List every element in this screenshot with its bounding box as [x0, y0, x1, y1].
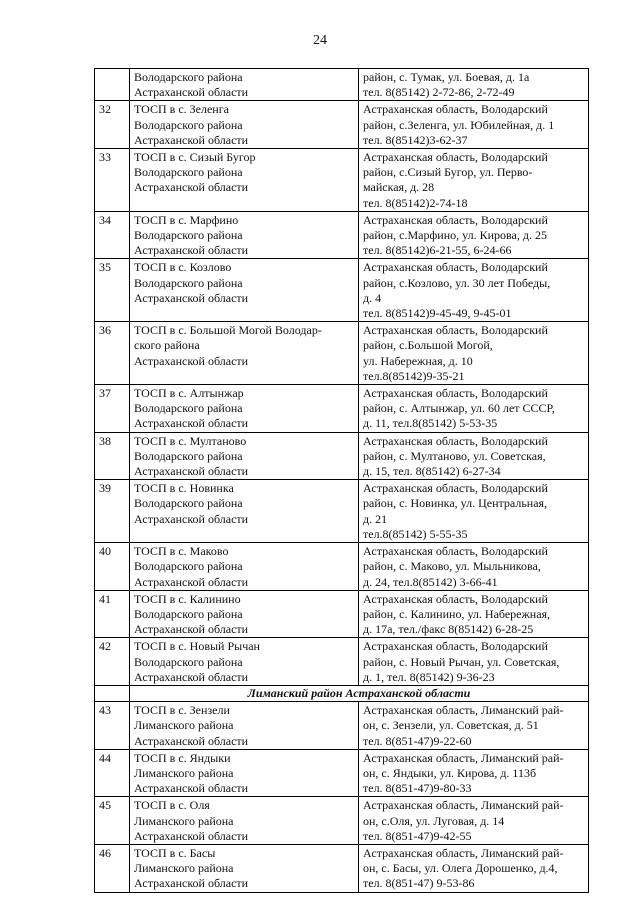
office-name-line: Астраханской области: [134, 574, 249, 589]
address-line: тел. 8(851-47)9-22-60: [363, 733, 472, 748]
office-name-line: ского района: [134, 338, 200, 353]
address-cell: [359, 702, 589, 750]
office-name-line: Володарского района: [134, 606, 243, 621]
address-line: район, с. Калинино, ул. Набережная,: [363, 606, 551, 621]
office-name-cell: [130, 432, 359, 480]
office-name-line: Лиманского района: [134, 813, 234, 828]
row-number: 39: [95, 480, 130, 543]
row-number: 42: [95, 638, 130, 686]
address-cell: [359, 259, 589, 322]
address-cell: [359, 638, 589, 686]
address-line: тел. 8(85142)9-45-49, 9-45-01: [363, 306, 512, 321]
office-name-line: ТОСП в с. Марфино: [134, 212, 239, 227]
office-name-cell: [130, 149, 359, 212]
address-line: Астраханская область, Володарский: [363, 544, 548, 559]
office-name-line: Володарского района: [134, 559, 243, 574]
address-line: Астраханская область, Володарский: [363, 260, 548, 275]
address-line: Астраханская область, Лиманский рай-: [363, 750, 564, 765]
row-number: 41: [95, 590, 130, 638]
address-line: Астраханская область, Володарский: [363, 323, 548, 338]
address-cell: [359, 385, 589, 433]
address-line: район, с. Тумак, ул. Боевая, д. 1а: [363, 70, 530, 84]
registry-rows-limansky: [95, 702, 589, 892]
office-name-cell: [130, 543, 359, 591]
address-cell: [359, 590, 589, 638]
address-line: д. 1, тел. 8(85142) 9-36-23: [363, 669, 495, 684]
address-line: тел.8(85142) 5-55-35: [363, 526, 468, 541]
office-name-cell: [130, 590, 359, 638]
office-name-line: Лиманского района: [134, 765, 234, 780]
address-line: район, с. Алтынжар, ул. 60 лет СССР,: [363, 401, 555, 416]
address-cell: [359, 749, 589, 797]
row-number: 32: [95, 101, 130, 149]
address-line: тел. 8(85142) 2-72-86, 2-72-49: [363, 85, 515, 100]
row-number: 35: [95, 259, 130, 322]
row-number: 37: [95, 385, 130, 433]
address-line: Астраханская область, Володарский: [363, 591, 548, 606]
address-line: д. 4: [363, 290, 382, 305]
office-name-line: Астраханской области: [134, 781, 249, 796]
row-number: 36: [95, 322, 130, 385]
office-name-line: Астраханской области: [134, 85, 249, 100]
office-name-line: ТОСП в с. Оля: [134, 798, 210, 813]
address-cell: [359, 797, 589, 845]
address-cell: [359, 211, 589, 259]
office-name-line: Володарского района: [134, 228, 243, 243]
office-name-line: Астраханской области: [134, 243, 249, 258]
row-number: [95, 69, 130, 101]
address-line: ул. Набережная, д. 10: [363, 353, 473, 368]
address-line: район, с.Большой Могой,: [363, 338, 493, 353]
office-name-line: Астраханской области: [134, 353, 249, 368]
address-line: он, с. Яндыки, ул. Кирова, д. 113б: [363, 765, 537, 780]
table-row: [95, 101, 589, 149]
address-line: Астраханская область, Лиманский рай-: [363, 845, 564, 860]
section-title: Лиманский район Астраханской области: [130, 685, 589, 701]
address-line: тел.8(85142)9-35-21: [363, 368, 465, 383]
address-line: тел. 8(851-47)9-80-33: [363, 781, 472, 796]
address-cell: [359, 149, 589, 212]
row-number: 43: [95, 702, 130, 750]
office-name-cell: [130, 638, 359, 686]
office-name-line: ТОСП в с. Большой Могой Володар-: [134, 323, 322, 338]
address-line: д. 24, тел.8(85142) 3-66-41: [363, 574, 498, 589]
table-row: [95, 543, 589, 591]
office-name-line: Астраханской области: [134, 290, 249, 305]
address-line: район, с. Мултаново, ул. Советская,: [363, 448, 546, 463]
address-line: тел. 8(85142)2-74-18: [363, 195, 468, 210]
office-name-cell: [130, 797, 359, 845]
address-line: район, с. Новый Рычан, ул. Советская,: [363, 654, 560, 669]
section-number-cell: [95, 685, 130, 701]
office-name-cell: [130, 749, 359, 797]
address-line: Астраханская область, Лиманский рай-: [363, 703, 564, 718]
address-cell: [359, 543, 589, 591]
address-line: Астраханская область, Володарский: [363, 433, 548, 448]
address-line: район, с.Козлово, ул. 30 лет Победы,: [363, 275, 551, 290]
address-line: тел. 8(851-47)9-42-55: [363, 828, 472, 843]
row-number: 38: [95, 432, 130, 480]
registry-section: [95, 685, 589, 701]
office-name-cell: [130, 101, 359, 149]
office-name-cell: [130, 69, 359, 101]
office-name-line: ТОСП в с. Новинка: [134, 481, 234, 496]
table-row: [95, 149, 589, 212]
table-row: [95, 432, 589, 480]
table-row: [95, 590, 589, 638]
address-cell: [359, 322, 589, 385]
row-number: 46: [95, 844, 130, 892]
address-line: Астраханская область, Володарский: [363, 386, 548, 401]
office-name-line: Астраханской области: [134, 828, 249, 843]
address-line: тел. 8(85142)3-62-37: [363, 132, 468, 147]
address-line: он, с. Зензели, ул. Советская, д. 51: [363, 718, 539, 733]
office-name-line: Астраханской области: [134, 876, 249, 891]
office-name-line: ТОСП в с. Зеленга: [134, 102, 229, 117]
address-line: Астраханская область, Володарский: [363, 150, 548, 165]
address-line: д. 15, тел. 8(85142) 6-27-34: [363, 464, 501, 479]
office-name-line: ТОСП в с. Басы: [134, 845, 216, 860]
office-name-line: Лиманского района: [134, 718, 234, 733]
address-line: район, с. Новинка, ул. Центральная,: [363, 496, 548, 511]
office-name-line: Володарского района: [134, 496, 243, 511]
registry-rows-volodarsky: [95, 69, 589, 686]
row-number: 45: [95, 797, 130, 845]
office-name-line: Лиманского района: [134, 861, 234, 876]
table-row: [95, 259, 589, 322]
row-number: 44: [95, 749, 130, 797]
address-cell: [359, 69, 589, 101]
office-name-line: ТОСП в с. Зензели: [134, 703, 230, 718]
office-name-line: ТОСП в с. Сизый Бугор: [134, 150, 256, 165]
address-cell: [359, 844, 589, 892]
address-line: д. 21: [363, 511, 388, 526]
table-row: [95, 480, 589, 543]
address-line: район, с.Марфино, ул. Кирова, д. 25: [363, 228, 547, 243]
table-row: [95, 385, 589, 433]
row-number: 34: [95, 211, 130, 259]
address-cell: [359, 101, 589, 149]
address-line: он, с. Басы, ул. Олега Дорошенко, д.4,: [363, 861, 558, 876]
address-line: Астраханская область, Володарский: [363, 639, 548, 654]
office-name-line: Астраханской области: [134, 416, 249, 431]
address-line: Астраханская область, Володарский: [363, 102, 548, 117]
office-name-line: Володарского района: [134, 448, 243, 463]
office-name-cell: [130, 259, 359, 322]
office-name-line: Володарского района: [134, 401, 243, 416]
office-name-line: Астраханской области: [134, 733, 249, 748]
office-name-cell: [130, 211, 359, 259]
address-cell: [359, 432, 589, 480]
table-row: [95, 211, 589, 259]
address-line: д. 11, тел.8(85142) 5-53-35: [363, 416, 498, 431]
office-name-line: ТОСП в с. Калинино: [134, 591, 241, 606]
address-line: Астраханская область, Лиманский рай-: [363, 798, 564, 813]
office-name-cell: [130, 702, 359, 750]
address-line: он, с.Оля, ул. Луговая, д. 14: [363, 813, 505, 828]
office-name-cell: [130, 844, 359, 892]
office-name-line: Володарского района: [134, 275, 243, 290]
address-line: тел. 8(85142)6-21-55, 6-24-66: [363, 243, 512, 258]
office-name-line: Володарского района: [134, 165, 243, 180]
section-header-row: [95, 685, 589, 701]
address-cell: [359, 480, 589, 543]
registry-table: [94, 68, 589, 893]
office-name-line: Астраханской области: [134, 622, 249, 637]
office-name-cell: [130, 480, 359, 543]
address-line: майская, д. 28: [363, 180, 435, 195]
office-name-line: ТОСП в с. Маково: [134, 544, 229, 559]
address-line: тел. 8(851-47) 9-53-86: [363, 876, 475, 891]
office-name-line: Володарского района: [134, 654, 243, 669]
address-line: район, с. Маково, ул. Мыльникова,: [363, 559, 541, 574]
address-line: Астраханская область, Володарский: [363, 481, 548, 496]
office-name-line: ТОСП в с. Козлово: [134, 260, 232, 275]
office-name-line: ТОСП в с. Мултаново: [134, 433, 247, 448]
address-line: Астраханская область, Володарский: [363, 212, 548, 227]
table-row: [95, 749, 589, 797]
row-number: 40: [95, 543, 130, 591]
office-name-line: ТОСП в с. Яндыки: [134, 750, 231, 765]
table-row: [95, 844, 589, 892]
office-name-line: Астраханской области: [134, 511, 249, 526]
row-number: 33: [95, 149, 130, 212]
table-row: [95, 797, 589, 845]
page-number: 24: [313, 33, 327, 48]
table-row: [95, 702, 589, 750]
office-name-line: Астраханской области: [134, 180, 249, 195]
office-name-cell: [130, 385, 359, 433]
office-name-line: ТОСП в с. Алтынжар: [134, 386, 244, 401]
table-row: [95, 638, 589, 686]
office-name-line: Володарского района: [134, 70, 243, 84]
table-row: [95, 69, 589, 101]
address-line: район, с.Сизый Бугор, ул. Перво-: [363, 165, 533, 180]
office-name-line: Астраханской области: [134, 132, 249, 147]
office-name-line: ТОСП в с. Новый Рычан: [134, 639, 260, 654]
office-name-line: Володарского района: [134, 117, 243, 132]
address-line: район, с.Зеленга, ул. Юбилейная, д. 1: [363, 117, 555, 132]
table-row: [95, 322, 589, 385]
address-line: д. 17а, тел./факс 8(85142) 6-28-25: [363, 622, 534, 637]
office-name-line: Астраханской области: [134, 464, 249, 479]
office-name-cell: [130, 322, 359, 385]
office-name-line: Астраханской области: [134, 669, 249, 684]
